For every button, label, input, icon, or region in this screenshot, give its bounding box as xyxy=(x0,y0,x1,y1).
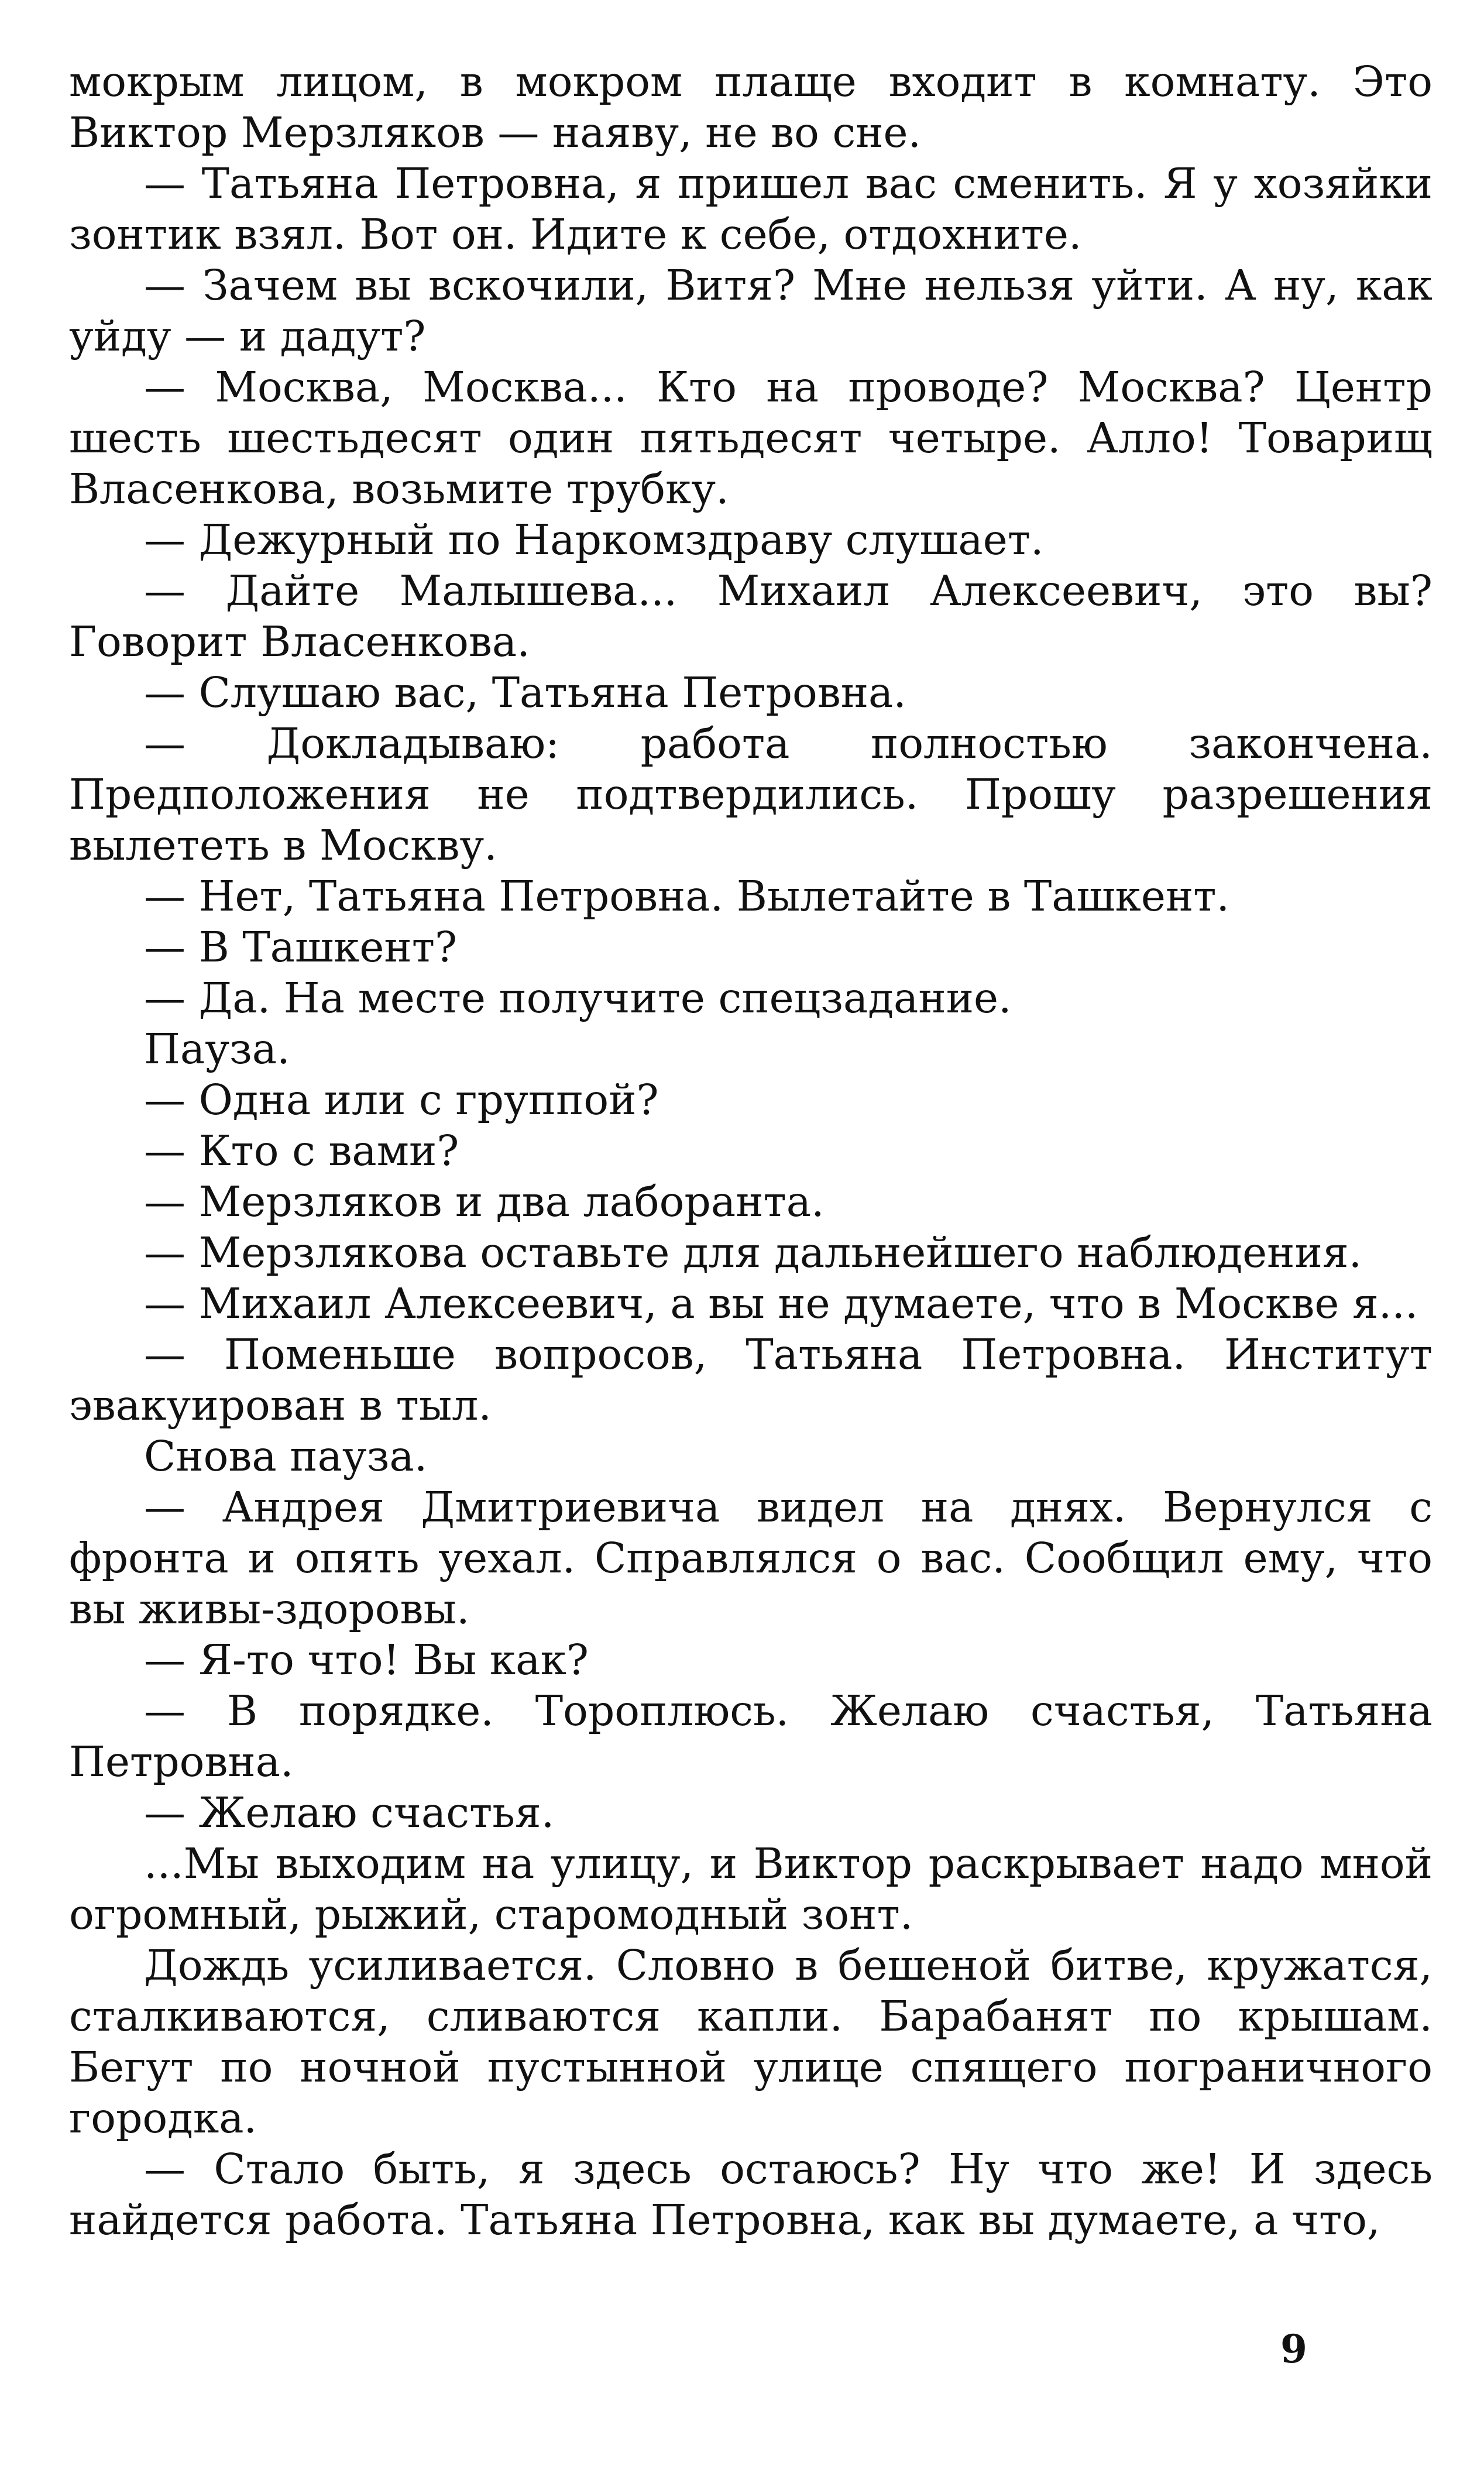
paragraph: — Мерзляков и два лаборанта. xyxy=(144,1177,825,1226)
paragraph: — Желаю счастья. xyxy=(144,1788,555,1837)
paragraph: — Одна или с группой? xyxy=(144,1076,659,1124)
paragraph: — Слушаю вас, Татьяна Петровна. xyxy=(144,668,906,717)
page-number: 9 xyxy=(1280,2326,1307,2372)
paragraph: Дождь усиливается. Словно в бешеной битве, кружатся, сталкиваются, сливаются капли. Барабанят по крышам. Бегут по ночной пустынной улице спящего пограничного городка. xyxy=(69,1941,1433,2142)
paragraph: — Москва, Москва... Кто на проводе? Москва? Центр шесть шестьдесят один пятьдесят четыре. Алло! Товарищ Власенкова, возьмите трубку. xyxy=(69,363,1433,513)
paragraph: — Дайте Малышева... Михаил Алексеевич, это вы? Говорит Власенкова. xyxy=(69,566,1433,666)
paragraph: — Стало быть, я здесь остаюсь? Ну что же! И здесь найдется работа. Татьяна Петровна, как вы думаете, а что, xyxy=(69,2145,1433,2244)
paragraph: — В Ташкент? xyxy=(144,923,458,971)
paragraph: — Поменьше вопросов, Татьяна Петровна. Институт эвакуирован в тыл. xyxy=(69,1330,1433,1430)
paragraph: Снова пауза. xyxy=(144,1432,428,1481)
paragraph: — Дежурный по Наркомздраву слушает. xyxy=(144,516,1044,564)
paragraph: — В порядке. Тороплюсь. Желаю счастья, Татьяна Петровна. xyxy=(69,1687,1433,1786)
paragraph: — Татьяна Петровна, я пришел вас сменить. Я у хозяйки зонтик взял. Вот он. Идите к себе, отдохните. xyxy=(69,159,1433,259)
paragraph: — Михаил Алексеевич, а вы не думаете, что в Москве я... xyxy=(144,1279,1418,1328)
paragraph: ...Мы выходим на улицу, и Виктор раскрывает надо мной огромный, рыжий, старомодный зонт. xyxy=(69,1839,1433,1939)
paragraph: мокрым лицом, в мокром плаще входит в комнату. Это Виктор Мерзляков — наяву, не во сне. xyxy=(69,57,1433,157)
paragraph: — Нет, Татьяна Петровна. Вылетайте в Ташкент. xyxy=(144,872,1230,921)
body-text xyxy=(69,56,1433,2245)
paragraph: — Андрея Дмитриевича видел на днях. Вернулся с фронта и опять уехал. Справлялся о вас. Сообщил ему, что вы живы-здоровы. xyxy=(69,1483,1433,1633)
paragraph: — Зачем вы вскочили, Витя? Мне нельзя уйти. А ну, как уйду — и дадут? xyxy=(69,261,1433,360)
paragraph: — Я-то что! Вы как? xyxy=(144,1636,589,1684)
paragraph: — Мерзлякова оставьте для дальнейшего наблюдения. xyxy=(144,1228,1362,1277)
paragraph: — Докладываю: работа полностью закончена. Предположения не подтвердились. Прошу разрешения вылететь в Москву. xyxy=(69,719,1433,870)
paragraph: — Да. На месте получите спецзадание. xyxy=(144,974,1012,1022)
paragraph: — Кто с вами? xyxy=(144,1126,459,1175)
paragraph: Пауза. xyxy=(144,1025,290,1073)
